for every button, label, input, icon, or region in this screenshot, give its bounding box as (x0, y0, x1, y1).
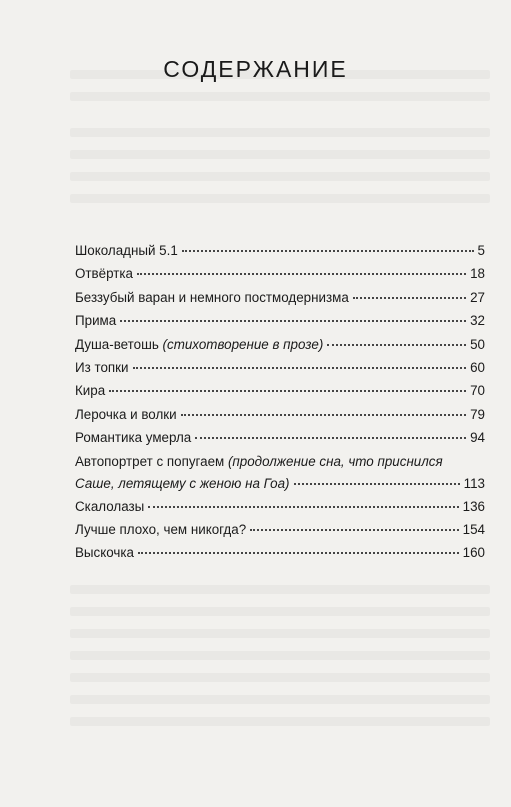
dot-leader (195, 437, 466, 439)
entry-page-number: 32 (470, 313, 485, 329)
dot-leader (181, 414, 466, 416)
dot-leader (353, 297, 466, 299)
entry-page-number: 79 (470, 406, 485, 422)
bleed-through (70, 172, 490, 181)
entry-subtitle-continued: Саше, летящему с женою на Гоа) (75, 475, 290, 491)
entry-page-number: 50 (470, 336, 485, 352)
bleed-through (70, 695, 490, 704)
dot-leader (109, 390, 466, 392)
dot-leader (250, 529, 459, 531)
bleed-through (70, 585, 490, 594)
entry-title: Скалолазы (75, 498, 145, 514)
entry-title: Беззубый варан и немного постмодернизма (75, 289, 349, 305)
bleed-through (70, 651, 490, 660)
entry-title-text: Автопортрет с попугаем (75, 453, 228, 469)
entry-page-number: 70 (470, 383, 485, 399)
bleed-through (70, 629, 490, 638)
entry-title: Лучше плохо, чем никогда? (75, 521, 247, 537)
toc-entry[interactable] (75, 451, 485, 496)
toc-entry[interactable] (75, 357, 485, 380)
toc-entry[interactable] (75, 334, 485, 357)
entry-page-number: 160 (462, 545, 485, 561)
toc-entry[interactable] (75, 310, 485, 333)
entry-title: Прима (75, 313, 117, 329)
toc-entry[interactable] (75, 287, 485, 310)
toc-entry[interactable] (75, 240, 485, 263)
toc-entry[interactable] (75, 542, 485, 565)
page-title: СОДЕРЖАНИЕ (163, 56, 348, 82)
toc-entry[interactable] (75, 496, 485, 519)
bleed-through (70, 128, 490, 137)
entry-page-number: 136 (462, 498, 485, 514)
entry-title (75, 334, 323, 356)
bleed-through (70, 673, 490, 682)
toc-entry[interactable] (75, 427, 485, 450)
entry-title: Лерочка и волки (75, 406, 177, 422)
entry-title-text: Душа-ветошь (75, 336, 163, 352)
toc-entry[interactable] (75, 519, 485, 542)
dot-leader (133, 367, 467, 369)
bleed-through (70, 717, 490, 726)
entry-title: Кира (75, 383, 106, 399)
entry-title: Шоколадный 5.1 (75, 243, 178, 258)
entry-title: Отвёртка (75, 266, 133, 282)
entry-page-number: 154 (462, 521, 485, 537)
dot-leader (182, 250, 474, 252)
entry-subtitle: (стихотворение в прозе) (162, 336, 324, 352)
entry-title: Из топки (75, 359, 129, 375)
dot-leader (120, 320, 466, 322)
entry-page-number: 60 (470, 359, 485, 375)
bleed-through (70, 607, 490, 616)
entry-title (75, 451, 485, 473)
entry-page-number: 113 (463, 475, 485, 491)
entry-page-number: 5 (477, 243, 485, 258)
toc-entry[interactable] (75, 404, 485, 427)
entry-title: Выскочка (75, 545, 134, 561)
dot-leader (148, 506, 458, 508)
entry-page-number: 94 (470, 430, 485, 446)
dot-leader (138, 552, 459, 554)
entry-page-number: 18 (470, 266, 485, 282)
toc-entry[interactable] (75, 380, 485, 403)
dot-leader (327, 344, 466, 346)
dot-leader (294, 483, 460, 485)
entry-title: Романтика умерла (75, 430, 192, 446)
entry-subtitle: (продолжение сна, что приснился (227, 453, 443, 469)
bleed-through (70, 92, 490, 101)
entry-page-number: 27 (470, 289, 485, 305)
entry-title-continuation (75, 473, 485, 495)
toc-entry[interactable] (75, 263, 485, 286)
dot-leader (137, 273, 466, 275)
bleed-through (70, 194, 490, 203)
table-of-contents (75, 240, 485, 566)
bleed-through (70, 150, 490, 159)
